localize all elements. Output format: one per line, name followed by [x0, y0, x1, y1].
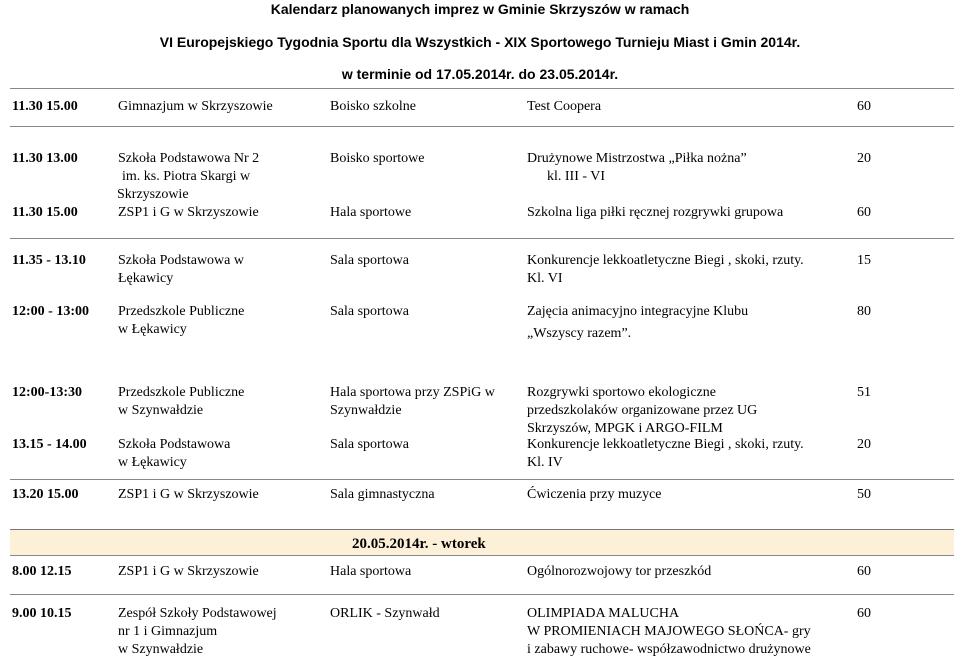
row-count: 51 — [857, 385, 871, 400]
row-time: 12:00 - 13:00 — [12, 304, 89, 319]
row-count: 50 — [857, 487, 871, 502]
row-place: Hala sportowa — [330, 564, 412, 579]
organizer-line: Łękawicy — [118, 271, 174, 286]
organizer-line: Szkoła Podstawowa Nr 2 — [118, 151, 260, 166]
place-line: Szynwałdzie — [330, 403, 402, 418]
row-place: Hala sportowe — [330, 205, 412, 220]
row-time: 11.30 15.00 — [12, 99, 78, 114]
divider — [10, 555, 954, 556]
organizer-line: w Łękawicy — [118, 455, 187, 470]
row-place: ORLIK - Szynwałd — [330, 606, 440, 621]
event-line: Drużynowe Mistrzostwa „Piłka nożna” — [527, 151, 747, 166]
event-line: Konkurencje lekkoatletyczne Biegi , skoki, rzuty. — [527, 253, 804, 268]
event-line: W PROMIENIACH MAJOWEGO SŁOŃCA- gry — [527, 624, 811, 639]
organizer-line: w Łękawicy — [118, 322, 187, 337]
organizer-line: Skrzyszowie — [117, 187, 189, 202]
row-organizer — [118, 150, 259, 204]
organizer-line: im. ks. Piotra Skargi w — [122, 169, 251, 184]
row-event: Szkolna liga piłki ręcznej rozgrywki grupowa — [527, 205, 784, 220]
row-time: 12:00-13:30 — [12, 385, 82, 400]
row-count: 60 — [857, 606, 871, 621]
row-event: Ogólnorozwojowy tor przeszkód — [527, 564, 712, 579]
organizer-line: Szkoła Podstawowa — [118, 437, 231, 452]
organizer-line: Przedszkole Publiczne — [118, 385, 245, 400]
event-line: i zabawy ruchowe- współzawodnictwo drużynowe — [527, 642, 811, 657]
row-organizer: ZSP1 i G w Skrzyszowie — [118, 487, 259, 502]
row-place: Boisko sportowe — [330, 151, 425, 166]
row-organizer — [118, 303, 244, 339]
row-count: 20 — [857, 151, 871, 166]
day-header: 20.05.2014r. - wtorek — [352, 536, 486, 552]
row-organizer — [118, 605, 277, 659]
row-organizer — [118, 436, 230, 472]
row-time: 11.30 13.00 — [12, 151, 78, 166]
divider — [10, 479, 954, 480]
row-count: 60 — [857, 205, 871, 220]
row-event — [527, 303, 748, 343]
row-event — [527, 436, 804, 472]
event-line: Konkurencje lekkoatletyczne Biegi , skoki, rzuty. — [527, 437, 804, 452]
row-event — [527, 384, 757, 438]
row-organizer: ZSP1 i G w Skrzyszowie — [118, 205, 259, 220]
row-organizer: Gimnazjum w Skrzyszowie — [118, 99, 273, 114]
event-line: Kl. IV — [527, 455, 563, 470]
row-count: 15 — [857, 253, 871, 268]
row-place: Sala gimnastyczna — [330, 487, 435, 502]
organizer-line: w Szynwałdzie — [118, 403, 204, 418]
organizer-line: w Szynwałdzie — [118, 642, 204, 657]
row-time: 11.30 15.00 — [12, 205, 78, 220]
row-organizer — [118, 252, 244, 288]
event-line: kl. III - VI — [547, 169, 606, 184]
event-line: „Wszyscy razem”. — [527, 326, 632, 341]
row-event — [527, 252, 804, 288]
row-time: 13.15 - 14.00 — [12, 437, 87, 452]
row-place: Sala sportowa — [330, 437, 409, 452]
row-organizer — [118, 384, 244, 420]
event-line: przedszkolaków organizowane przez UG — [527, 403, 758, 418]
event-line: Rozgrywki sportowo ekologiczne — [527, 385, 716, 400]
title-line-1: Kalendarz planowanych imprez w Gminie Skrzyszów w ramach — [270, 1, 690, 17]
organizer-line: nr 1 i Gimnazjum — [118, 624, 218, 639]
row-count: 20 — [857, 437, 871, 452]
event-line: Kl. VI — [527, 271, 563, 286]
row-time: 13.20 15.00 — [12, 487, 79, 502]
row-place: Sala sportowa — [330, 304, 409, 319]
row-organizer: ZSP1 i G w Skrzyszowie — [118, 564, 259, 579]
row-count: 80 — [857, 304, 871, 319]
organizer-line: Szkoła Podstawowa w — [118, 253, 244, 268]
place-line: Hala sportowa przy ZSPiG w — [330, 385, 495, 400]
row-time: 9.00 10.15 — [12, 606, 72, 621]
row-count: 60 — [857, 564, 871, 579]
divider — [10, 88, 954, 89]
row-place: Boisko szkolne — [330, 99, 416, 114]
organizer-line: Przedszkole Publiczne — [118, 304, 245, 319]
row-event — [527, 605, 811, 659]
event-line: OLIMPIADA MALUCHA — [527, 606, 680, 621]
event-line: Zajęcia animacyjno integracyjne Klubu — [527, 304, 749, 319]
row-time: 11.35 - 13.10 — [12, 253, 86, 268]
row-event: Test Coopera — [527, 99, 602, 114]
row-event: Ćwiczenia przy muzyce — [527, 487, 662, 502]
title-line-2: VI Europejskiego Tygodnia Sportu dla Wszystkich - XIX Sportowego Turnieju Miast i Gmin 2014r. — [159, 34, 801, 50]
divider — [10, 238, 954, 239]
title-line-3: w terminie od 17.05.2014r. do 23.05.2014r. — [341, 66, 619, 82]
row-time: 8.00 12.15 — [12, 564, 72, 579]
organizer-line: Zespół Szkoły Podstawowej — [118, 606, 277, 621]
event-line: Skrzyszów, MPGK i ARGO-FILM — [527, 421, 723, 436]
row-count: 60 — [857, 99, 871, 114]
row-place: Sala sportowa — [330, 253, 409, 268]
row-event — [527, 150, 747, 186]
divider — [10, 126, 954, 127]
divider — [10, 594, 954, 595]
row-place — [330, 384, 495, 420]
